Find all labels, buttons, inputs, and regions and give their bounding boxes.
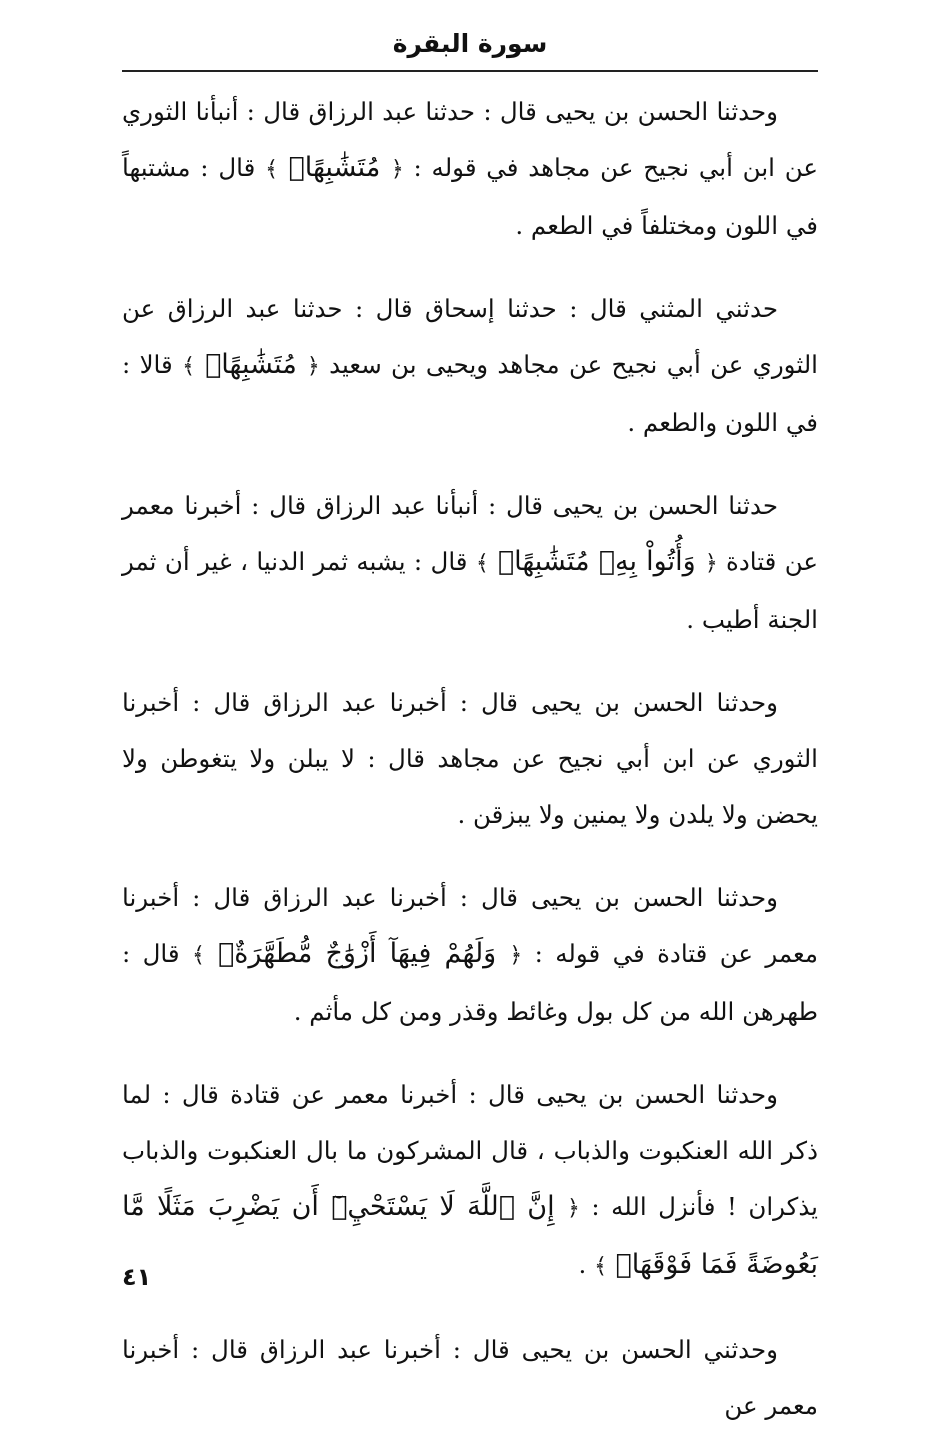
paragraph (122, 478, 818, 648)
quran-verse: وَلَهُمْ فِيهَآ أَزْوَٰجٌ مُّطَهَّرَةٌۖ (204, 938, 510, 969)
narration-text: وحدثنا الحسن بن يحيى قال : أخبرنا عبد الرزاق قال : أخبرنا الثوري عن ابن أبي نجيح عن مجاهد قال : لا يبلن ولا يتغوطن ولا يحضن ولا يلدن ولا يمنين ولا يبزقن . (122, 688, 818, 829)
narration-text: حدثني المثني قال : حدثنا إسحاق قال : حدثنا عبد الرزاق عن الثوري عن أبي نجيح عن مجاهد ويحيى بن سعيد (122, 294, 818, 379)
narration-text: وحدثني الحسن بن يحيى قال : أخبرنا عبد الرزاق قال : أخبرنا معمر عن (122, 1335, 818, 1420)
quran-verse: وَأُتُواْ بِهِۦ مُتَشَٰبِهًاۖ (488, 546, 705, 577)
narration-text: . (578, 1250, 595, 1279)
page-number: ٤١ (122, 1263, 152, 1291)
paragraph (122, 870, 818, 1040)
quran-verse: مُتَشَٰبِهًاۖ (277, 152, 391, 183)
ornate-bracket: ﴿ (566, 1196, 580, 1221)
narration-text: قال : مشتبهاً في اللون ومختلفاً في الطعم . (122, 153, 818, 240)
ornate-bracket: ﴾ (265, 157, 278, 182)
narration-text: قال : يشبه ثمر الدنيا ، غير أن ثمر الجنة أطيب . (122, 547, 818, 634)
paragraph (122, 1067, 818, 1295)
narration-text: وحدثنا الحسن بن يحيى قال : أخبرنا معمر عن قتادة قال : لما ذكر الله العنكبوت والذباب ، قال المشركون ما بال العنكبوت والذباب يذكران ! فأنزل الله : (122, 1080, 819, 1221)
ornate-bracket: ﴾ (475, 551, 489, 576)
ornate-bracket: ﴾ (191, 943, 205, 968)
ornate-bracket: ﴿ (390, 157, 404, 182)
running-header (122, 26, 818, 72)
surah-title: سورة البقرة (392, 29, 548, 58)
ornate-bracket: ﴾ (594, 1254, 607, 1279)
narration-text: قالا : في اللون والطعم . (122, 350, 818, 437)
main-text (122, 84, 818, 1434)
narration-text: حدثنا الحسن بن يحيى قال : أنبأنا عبد الرزاق قال : أخبرنا معمر عن قتادة (122, 491, 818, 576)
narration-text: وحدثنا الحسن بن يحيى قال : حدثنا عبد الرزاق قال : أنبأنا الثوري عن ابن أبي نجيح عن مجاهد في قوله : (122, 97, 818, 182)
paragraph (122, 1322, 818, 1434)
paragraph (122, 675, 818, 843)
narration-text: وحدثنا الحسن بن يحيى قال : أخبرنا عبد الرزاق قال : أخبرنا معمر عن قتادة في قوله : (122, 883, 819, 968)
ornate-bracket: ﴿ (306, 354, 320, 379)
ornate-bracket: ﴾ (182, 354, 195, 379)
quran-verse: مُتَشَٰبِهًاۖ (194, 349, 307, 380)
ornate-bracket: ﴿ (509, 943, 523, 968)
header-divider (122, 70, 818, 72)
paragraph (122, 281, 818, 451)
narration-text: قال : طهرهن الله من كل بول وغائط وقذر ومن كل مأثم . (122, 939, 818, 1026)
quran-verse: إِنَّ ٱللَّهَ لَا يَسْتَحْيِۦٓ أَن يَضْرِبَ مَثَلًا مَّا بَعُوضَةً فَمَا فَوْقَهَاۚ (122, 1191, 818, 1280)
paragraph (122, 84, 818, 254)
ornate-bracket: ﴿ (704, 551, 718, 576)
